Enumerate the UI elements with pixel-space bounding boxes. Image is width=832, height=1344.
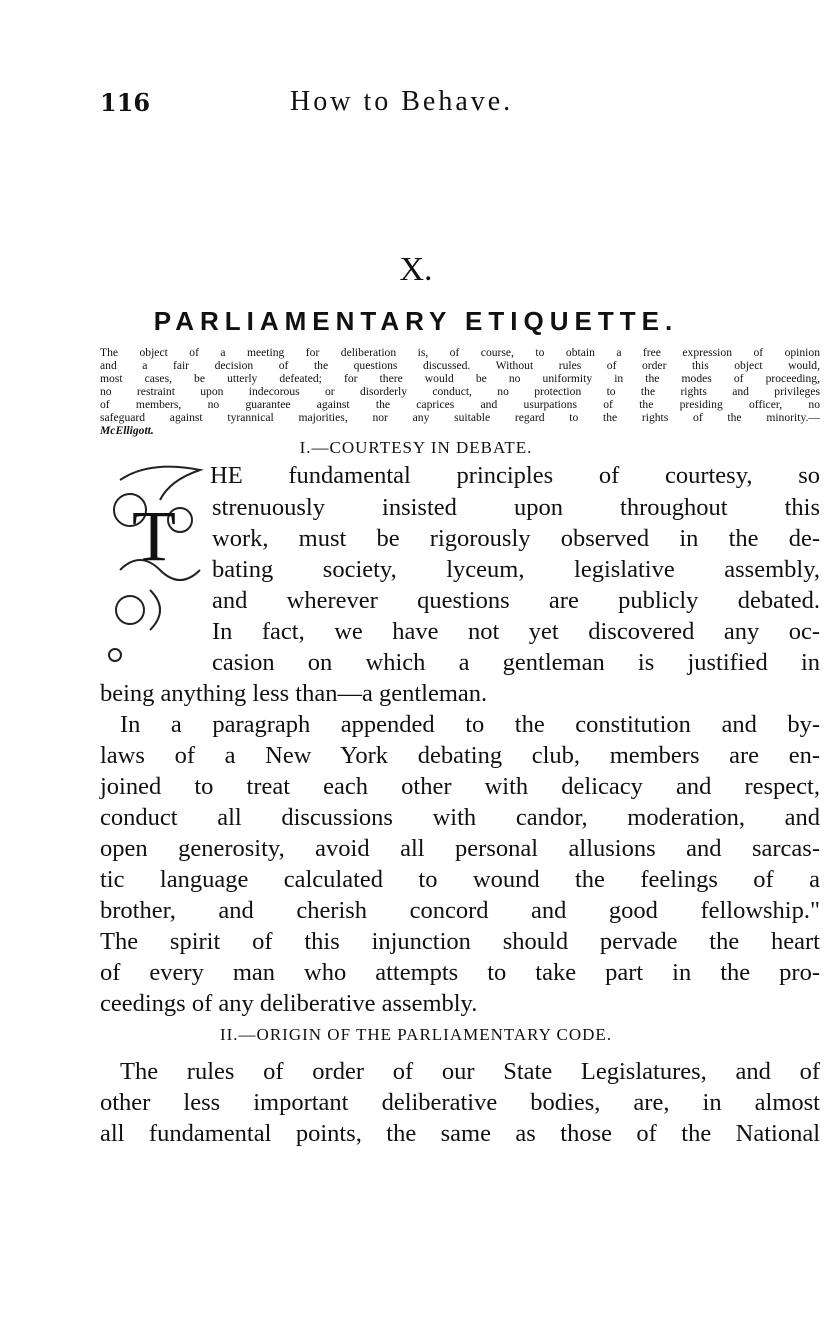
section-heading-1: I.—COURTESY IN DEBATE. — [299, 438, 533, 457]
text-line: HE fundamental principles of courtesy, so — [210, 462, 820, 489]
text-line: and wherever questions are publicly debated. — [212, 587, 820, 614]
text-line: strenuously insisted upon throughout this — [212, 494, 820, 521]
text-line: bating society, lyceum, legislative assembly, — [212, 556, 820, 583]
section-heading-2: II.—ORIGIN OF THE PARLIAMENTARY CODE. — [219, 1025, 613, 1044]
running-title: How to Behave. — [290, 86, 514, 117]
chapter-number: X. — [399, 251, 433, 288]
text-line: being anything less than—a gentleman. — [100, 680, 488, 707]
text-line: joined to treat each other with delicacy and respect, — [100, 773, 820, 800]
text-line: The rules of order of our State Legislatures, and of — [120, 1058, 820, 1085]
epigraph-attribution: McElligott. — [100, 424, 154, 437]
ornamental-drop-cap — [100, 460, 208, 670]
chapter-title: PARLIAMENTARY ETIQUETTE. — [153, 306, 679, 336]
epigraph-line: most cases, be utterly defeated; for there would be no uniformity in the modes of proceeding, — [100, 372, 820, 385]
epigraph-line: and a fair decision of the questions discussed. Without rules of order this object would, — [100, 359, 820, 372]
epigraph-line: The object of a meeting for deliberation is, of course, to obtain a free expression of opinion — [100, 346, 820, 359]
text-line: of every man who attempts to take part in the pro- — [100, 959, 820, 986]
drop-cap-ornament-icon — [100, 460, 208, 670]
text-line: tic language calculated to wound the feelings of a — [100, 866, 820, 893]
epigraph-line: no restraint upon indecorous or disorderly conduct, no protection to the rights and privileges — [100, 385, 820, 398]
text-line: open generosity, avoid all personal allusions and sarcas- — [100, 835, 820, 862]
text-line: ceedings of any deliberative assembly. — [100, 990, 478, 1017]
epigraph-line: of members, no guarantee against the caprices and usurpations of the presiding officer, no — [100, 398, 820, 411]
page-number: 116 — [100, 88, 151, 117]
text-line: casion on which a gentleman is justified in — [212, 649, 820, 676]
text-line: In a paragraph appended to the constitution and by- — [120, 711, 820, 738]
text-line: all fundamental points, the same as those of the National — [100, 1120, 820, 1147]
text-line: conduct all discussions with candor, moderation, and — [100, 804, 820, 831]
text-line: In fact, we have not yet discovered any oc- — [212, 618, 820, 645]
epigraph — [100, 346, 820, 437]
text-line: other less important deliberative bodies, are, in almost — [100, 1089, 820, 1116]
text-line: brother, and cherish concord and good fellowship." — [100, 897, 820, 924]
text-line: The spirit of this injunction should pervade the heart — [100, 928, 820, 955]
drop-cap-letter: T — [132, 496, 176, 576]
text-line: work, must be rigorously observed in the de- — [212, 525, 820, 552]
epigraph-line: safeguard against tyrannical majorities, nor any suitable regard to the rights of the minority.— — [100, 411, 820, 424]
text-line: laws of a New York debating club, members are en- — [100, 742, 820, 769]
